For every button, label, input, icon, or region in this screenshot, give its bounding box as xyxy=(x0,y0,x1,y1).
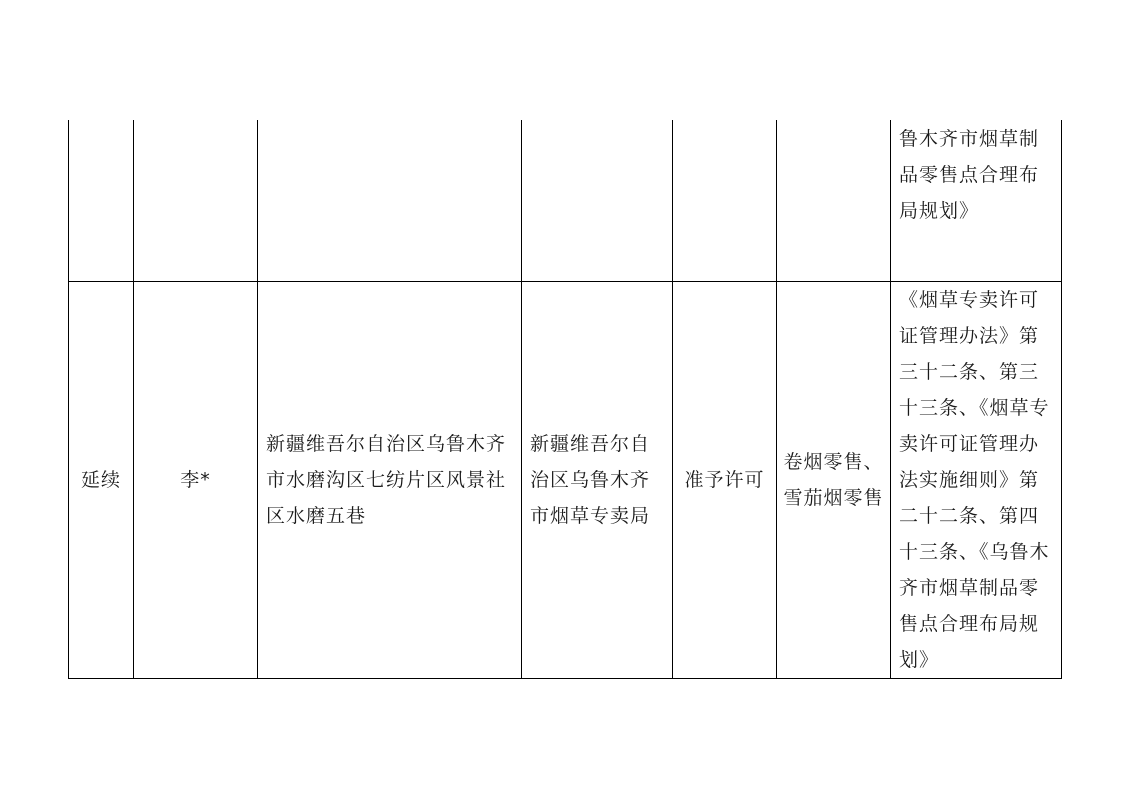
cell-name: 李* xyxy=(134,282,258,679)
cell-name-empty xyxy=(134,120,258,282)
license-table xyxy=(68,120,1062,679)
table-row-continuation xyxy=(69,120,1062,282)
cell-authority: 新疆维吾尔自治区乌鲁木齐市烟草专卖局 xyxy=(522,282,673,679)
cell-decision-empty xyxy=(673,120,777,282)
cell-scope-empty xyxy=(777,120,891,282)
cell-address: 新疆维吾尔自治区乌鲁木齐市水磨沟区七纺片区风景社区水磨五巷 xyxy=(258,282,522,679)
cell-authority-empty xyxy=(522,120,673,282)
cell-basis: 《烟草专卖许可证管理办法》第三十二条、第三十三条、《烟草专卖许可证管理办法实施细则》第二十二条、第四十三条、《乌鲁木齐市烟草制品零售点合理布局规划》 xyxy=(891,282,1062,679)
table-row xyxy=(69,282,1062,679)
cell-action-empty xyxy=(69,120,134,282)
cell-address-empty xyxy=(258,120,522,282)
cell-basis-continued: 鲁木齐市烟草制品零售点合理布局规划》 xyxy=(891,120,1062,282)
cell-action: 延续 xyxy=(69,282,134,679)
cell-decision: 准予许可 xyxy=(673,282,777,679)
cell-scope: 卷烟零售、雪茄烟零售 xyxy=(777,282,891,679)
